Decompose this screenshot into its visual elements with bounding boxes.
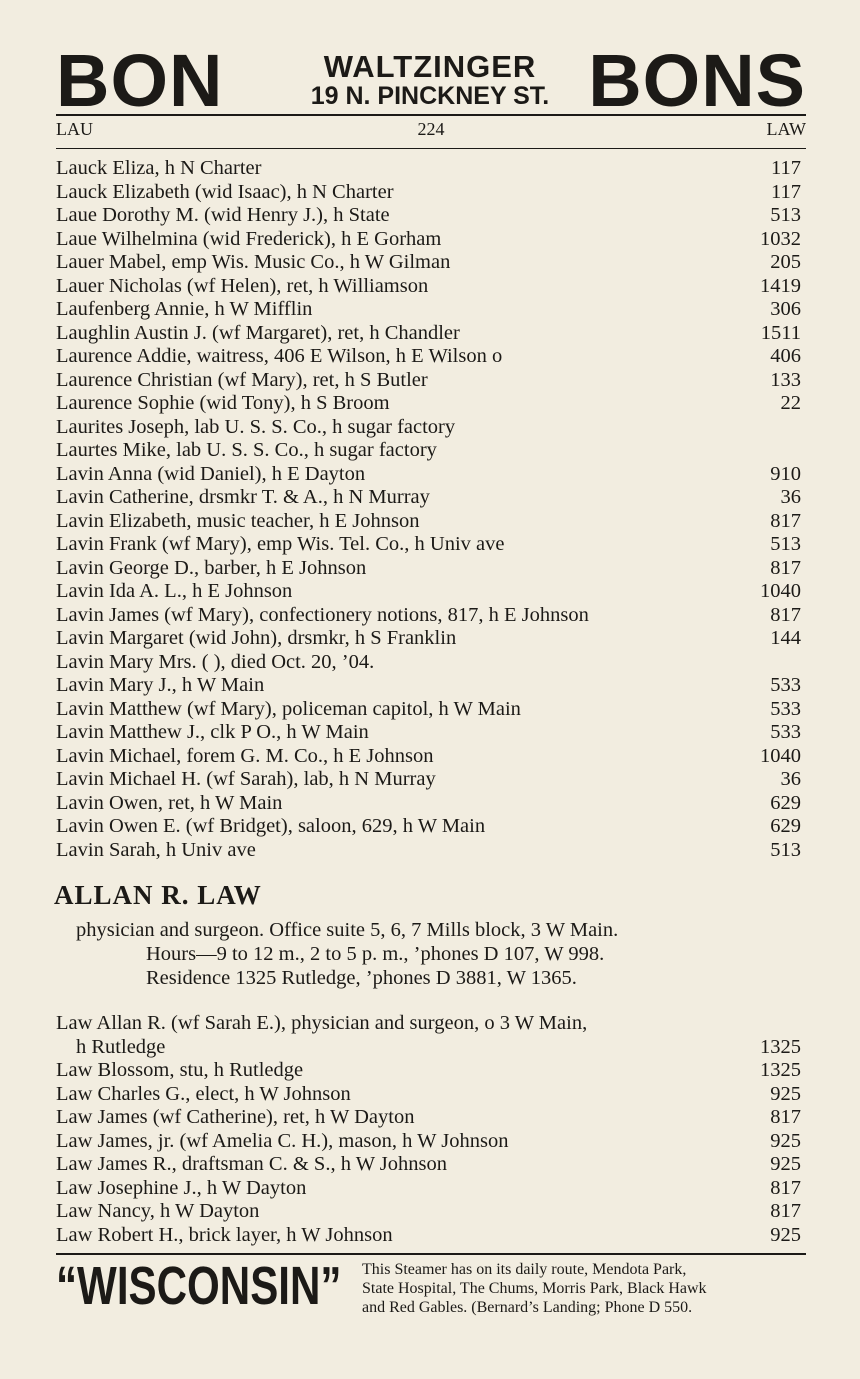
entry-text: Laue Dorothy M. (wid Henry J.), h State bbox=[56, 204, 390, 226]
entry-house-number: 1325 bbox=[760, 1035, 801, 1058]
entry-house-number: 817 bbox=[770, 1200, 801, 1222]
directory-entry bbox=[56, 510, 801, 534]
entry-text: Lavin Matthew (wf Mary), policeman capitol, h W Main bbox=[56, 697, 521, 720]
directory-entry bbox=[56, 580, 801, 604]
entry-text: h Rutledge bbox=[76, 1035, 166, 1058]
entry-text: Lavin Sarah, h Univ ave bbox=[56, 838, 256, 861]
entry-text: Law Josephine J., h W Dayton bbox=[56, 1176, 307, 1199]
entry-house-number: 925 bbox=[770, 1223, 801, 1246]
card-hours: Hours—9 to 12 m., 2 to 5 p. m., ’phones D 107, W 998. bbox=[146, 943, 605, 965]
directory-entry bbox=[56, 345, 801, 369]
entry-house-number: 817 bbox=[770, 603, 801, 626]
header-rule bbox=[56, 114, 806, 116]
entry-text: Lavin Owen, ret, h W Main bbox=[56, 791, 283, 814]
entry-house-number: 1040 bbox=[760, 744, 801, 767]
entry-text: Law Allan R. (wf Sarah E.), physician and surgeon, o 3 W Main, bbox=[56, 1012, 588, 1034]
entry-house-number: 117 bbox=[771, 157, 801, 179]
footer-advertisement bbox=[56, 1258, 806, 1318]
directory-entry bbox=[56, 1177, 801, 1201]
ad-advertiser-name: WALTZINGER bbox=[323, 49, 537, 84]
directory-entry bbox=[56, 1153, 801, 1177]
entry-text: Law James R., draftsman C. & S., h W Johnson bbox=[56, 1153, 448, 1175]
directory-entry bbox=[56, 275, 801, 299]
entry-text: Lavin Michael H. (wf Sarah), lab, h N Murray bbox=[56, 768, 436, 790]
entry-house-number: 1419 bbox=[760, 274, 801, 297]
entry-text: Laurence Christian (wf Mary), ret, h S Butler bbox=[56, 368, 428, 391]
directory-entry bbox=[56, 627, 801, 651]
entry-house-number: 306 bbox=[770, 298, 801, 320]
card-residence: Residence 1325 Rutledge, ’phones D 3881, W 1365. bbox=[146, 967, 577, 989]
entry-house-number: 36 bbox=[780, 486, 801, 508]
entry-house-number: 629 bbox=[770, 791, 801, 814]
directory-entry bbox=[56, 416, 801, 440]
directory-entry bbox=[56, 1012, 801, 1036]
entry-text: Law Blossom, stu, h Rutledge bbox=[56, 1059, 304, 1081]
directory-entry bbox=[56, 439, 801, 463]
directory-entry bbox=[56, 768, 801, 792]
directory-entry bbox=[56, 463, 801, 487]
entry-text: Lavin Ida A. L., h E Johnson bbox=[56, 580, 293, 602]
directory-entry bbox=[56, 157, 801, 181]
directory-entry bbox=[56, 792, 801, 816]
entry-text: Law Charles G., elect, h W Johnson bbox=[56, 1082, 351, 1105]
running-head bbox=[56, 119, 806, 143]
steamer-description-line: This Steamer has on its daily route, Mendota Park, bbox=[362, 1261, 687, 1278]
entry-text: Laurtes Mike, lab U. S. S. Co., h sugar factory bbox=[56, 439, 437, 461]
entry-house-number: 144 bbox=[770, 627, 801, 649]
directory-entry bbox=[56, 1083, 801, 1107]
entry-house-number: 22 bbox=[780, 392, 801, 414]
entry-house-number: 513 bbox=[770, 533, 801, 555]
entry-text: Laue Wilhelmina (wid Frederick), h E Gorham bbox=[56, 227, 442, 250]
steamer-description-line: and Red Gables. (Bernard’s Landing; Phone D 550. bbox=[362, 1299, 693, 1316]
directory-entry bbox=[56, 322, 801, 346]
directory-entry bbox=[56, 486, 801, 510]
directory-entry bbox=[56, 1130, 801, 1154]
entry-text: Lavin Frank (wf Mary), emp Wis. Tel. Co., h Univ ave bbox=[56, 533, 505, 555]
entry-text: Law James, jr. (wf Amelia C. H.), mason, h W Johnson bbox=[56, 1129, 509, 1152]
entry-text: Lavin Owen E. (wf Bridget), saloon, 629, h W Main bbox=[56, 815, 486, 837]
ad-advertiser bbox=[258, 49, 602, 110]
entry-house-number: 205 bbox=[770, 251, 801, 273]
running-head-rule bbox=[56, 148, 806, 149]
directory-entry bbox=[56, 1036, 801, 1060]
directory-entry bbox=[56, 1224, 801, 1248]
entry-house-number: 925 bbox=[770, 1153, 801, 1175]
entry-house-number: 817 bbox=[770, 1106, 801, 1128]
directory-entry bbox=[56, 251, 801, 275]
entry-text: Lavin Anna (wid Daniel), h E Dayton bbox=[56, 462, 366, 485]
entry-house-number: 817 bbox=[770, 1176, 801, 1199]
entry-house-number: 629 bbox=[770, 815, 801, 837]
steamer-name: “WISCONSIN” bbox=[56, 1256, 342, 1316]
guide-word-right: LAW bbox=[766, 119, 806, 139]
directory-entry bbox=[56, 674, 801, 698]
entry-house-number: 925 bbox=[770, 1129, 801, 1152]
guide-word-left: LAU bbox=[56, 119, 93, 139]
entry-text: Lavin Matthew J., clk P O., h W Main bbox=[56, 721, 369, 743]
entry-text: Laughlin Austin J. (wf Margaret), ret, h Chandler bbox=[56, 321, 460, 344]
entry-text: Lavin James (wf Mary), confectionery notions, 817, h E Johnson bbox=[56, 603, 589, 626]
ad-brand-left: BON bbox=[56, 39, 224, 122]
directory-entry bbox=[56, 839, 801, 863]
directory-entry bbox=[56, 745, 801, 769]
directory-entry bbox=[56, 298, 801, 322]
entry-text: Lauer Mabel, emp Wis. Music Co., h W Gilman bbox=[56, 251, 451, 273]
directory-entry bbox=[56, 181, 801, 205]
entry-text: Law Robert H., brick layer, h W Johnson bbox=[56, 1223, 393, 1246]
entry-house-number: 133 bbox=[770, 368, 801, 391]
entry-text: Lauck Eliza, h N Charter bbox=[56, 157, 262, 179]
directory-entry bbox=[56, 1106, 801, 1130]
directory-entry bbox=[56, 604, 801, 628]
directory-entry bbox=[56, 1200, 801, 1224]
entry-text: Laurence Addie, waitress, 406 E Wilson, h E Wilson o bbox=[56, 345, 503, 367]
entry-house-number: 910 bbox=[770, 462, 801, 485]
entry-text: Lavin George D., barber, h E Johnson bbox=[56, 556, 367, 579]
directory-entry bbox=[56, 392, 801, 416]
ad-advertiser-address: 19 N. PINCKNEY ST. bbox=[310, 82, 550, 110]
directory-entry bbox=[56, 228, 801, 252]
entry-house-number: 513 bbox=[770, 204, 801, 226]
entry-house-number: 1040 bbox=[760, 580, 801, 602]
entry-house-number: 533 bbox=[770, 674, 801, 696]
directory-entry bbox=[56, 721, 801, 745]
entry-house-number: 925 bbox=[770, 1082, 801, 1105]
entry-text: Lavin Elizabeth, music teacher, h E Johnson bbox=[56, 509, 420, 532]
entry-house-number: 533 bbox=[770, 721, 801, 743]
header-advertisement bbox=[56, 39, 806, 122]
entry-text: Law Nancy, h W Dayton bbox=[56, 1200, 260, 1222]
entry-house-number: 817 bbox=[770, 509, 801, 532]
page-number: 224 bbox=[417, 119, 445, 139]
entry-house-number: 1325 bbox=[760, 1059, 801, 1081]
entry-text: Lavin Catherine, drsmkr T. & A., h N Murray bbox=[56, 486, 430, 508]
entry-text: Lavin Margaret (wid John), drsmkr, h S Franklin bbox=[56, 627, 457, 649]
entry-house-number: 817 bbox=[770, 556, 801, 579]
entry-house-number: 513 bbox=[770, 838, 801, 861]
footer-rule bbox=[56, 1253, 806, 1255]
entry-text: Laufenberg Annie, h W Mifflin bbox=[56, 298, 313, 320]
steamer-description-line: State Hospital, The Chums, Morris Park, Black Hawk bbox=[362, 1280, 707, 1297]
card-name: ALLAN R. LAW bbox=[54, 880, 262, 910]
directory-entries-law bbox=[56, 1012, 801, 1247]
directory-entry bbox=[56, 204, 801, 228]
entry-house-number: 533 bbox=[770, 697, 801, 720]
steamer-description bbox=[362, 1260, 806, 1317]
entry-text: Lavin Mary J., h W Main bbox=[56, 674, 265, 696]
directory-entry bbox=[56, 369, 801, 393]
entry-house-number: 1511 bbox=[760, 321, 801, 344]
entry-text: Lavin Michael, forem G. M. Co., h E Johnson bbox=[56, 744, 434, 767]
entry-house-number: 1032 bbox=[760, 227, 801, 250]
card-occupation-office: physician and surgeon. Office suite 5, 6, 7 Mills block, 3 W Main. bbox=[76, 919, 619, 941]
entry-text: Lavin Mary Mrs. ( ), died Oct. 20, ’04. bbox=[56, 650, 375, 673]
directory-entry bbox=[56, 557, 801, 581]
entry-house-number: 406 bbox=[770, 345, 801, 367]
directory-entry bbox=[56, 533, 801, 557]
entry-text: Laurites Joseph, lab U. S. S. Co., h sugar factory bbox=[56, 415, 456, 438]
ad-brand-right: BONS bbox=[588, 39, 806, 122]
entry-house-number: 36 bbox=[780, 768, 801, 790]
entry-text: Lauer Nicholas (wf Helen), ret, h Williamson bbox=[56, 274, 429, 297]
directory-entry bbox=[56, 815, 801, 839]
entry-text: Law James (wf Catherine), ret, h W Dayton bbox=[56, 1106, 415, 1128]
entry-house-number: 117 bbox=[771, 180, 801, 203]
entry-text: Lauck Elizabeth (wid Isaac), h N Charter bbox=[56, 180, 394, 203]
directory-entry bbox=[56, 651, 801, 675]
directory-entries-lau-lav bbox=[56, 157, 801, 862]
entry-text: Laurence Sophie (wid Tony), h S Broom bbox=[56, 392, 390, 414]
directory-entry bbox=[56, 698, 801, 722]
directory-entry bbox=[56, 1059, 801, 1083]
